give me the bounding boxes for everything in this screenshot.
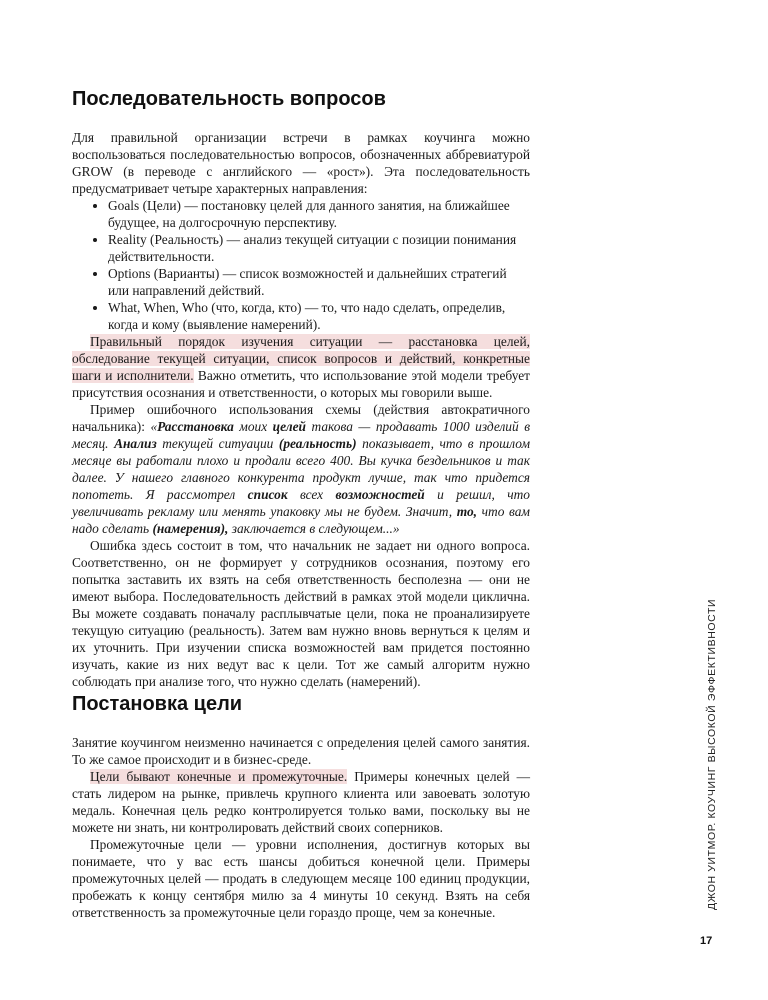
paragraph-text: Важно отметить, что использование этой модели требует присутствия осознания и ответственности, о которых мы говорили выше. bbox=[72, 368, 531, 400]
list-item: • Reality (Реальность) — анализ текущей ситуации с позиции понимания действительности. bbox=[108, 231, 530, 265]
paragraph: Ошибка здесь состоит в том, что начальник не задает ни одного вопроса. Соответственно, он не формирует у сотрудников осознания, поэтому его попытка заставить их взять на себя ответственность бесполезна — они не имеют выбора. Последовательность действий в рамках этой модели циклична. Вы можете создавать поначалу расплывчатые цели, пока не проанализируете текущую ситуацию (реальность). Затем вам нужно вновь вернуться к целям и их уточнить. При изучении списка возможностей вам придется постоянно изучать, какие из них ведут вас к цели. Тот же самый алгоритм нужно соблюдать при анализе того, что нужно сделать (намерений). bbox=[72, 538, 530, 689]
paragraph bbox=[72, 768, 530, 836]
list-item: • Options (Варианты) — список возможностей и дальнейших стратегий или направлений действий. bbox=[108, 265, 530, 299]
section-heading: Постановка цели bbox=[72, 693, 243, 715]
paragraph-text: Примеры конечных целей — стать лидером на рынке, привлечь крупного клиента или завоевать золотую медаль. Конечная цель редко контролируется только вами, поскольку вы не можете ни знать, ни контролировать действий своих соперников. bbox=[72, 769, 530, 835]
paragraph-example bbox=[72, 401, 530, 537]
section-body bbox=[72, 734, 530, 921]
bullet-list bbox=[72, 197, 530, 333]
list-item: • Goals (Цели) — постановку целей для данного занятия, на ближайшее будущее, на долгосрочную перспективу. bbox=[108, 197, 530, 231]
section-body bbox=[72, 129, 530, 690]
quote-text: «Расстановка моих целей такова — продавать 1000 изделий в месяц. Анализ текущей ситуации (реальность) показывает, что в прошлом месяце вы работали плохо и продали всего 400. Вы кучка бездельников и так далее. У нашего главного конкурента продукт лучше, так что придется попотеть. Я рассмотрел список всех возможностей и решил, что увеличивать рекламу или менять упаковку мы не будем. Значит, то, что вам надо сделать (намерения), заключается в следующем...» bbox=[72, 419, 531, 536]
running-header-vertical: ДЖОН УИТМОР. КОУЧИНГ ВЫСОКОЙ ЭФФЕКТИВНОСТИ bbox=[706, 598, 718, 910]
paragraph-text: Пример ошибочного использования схемы (действия автократичного начальника): bbox=[72, 402, 530, 434]
paragraph: Для правильной организации встречи в рамках коучинга можно воспользоваться последовательностью вопросов, обозначенных аббревиатурой GROW (в переводе с английского — «рост»). Эта последовательность предусматривает четыре характерных направления: bbox=[72, 130, 530, 196]
highlighted-text: Цели бывают конечные и промежуточные. bbox=[90, 769, 348, 784]
page-number: 17 bbox=[700, 935, 713, 947]
highlighted-text: Правильный порядок изучения ситуации — расстановка целей, обследование текущей ситуации, список вопросов и действий, конкретные шаги и исполнители. bbox=[72, 334, 530, 383]
list-item: • What, When, Who (что, когда, кто) — то, что надо сделать, определив, когда и кому (выявление намерений). bbox=[108, 299, 530, 333]
paragraph: Промежуточные цели — уровни исполнения, достигнув которых вы понимаете, что у вас есть шансы добиться конечной цели. Примеры промежуточных целей — продать в следующем месяце 100 единиц продукции, пробежать к концу сентября милю за 4 минуты 10 секунд. Взять на себя ответственность за промежуточные цели гораздо проще, чем за конечные. bbox=[72, 837, 530, 920]
paragraph bbox=[72, 333, 530, 401]
section-heading: Последовательность вопросов bbox=[72, 88, 386, 110]
paragraph: Занятие коучингом неизменно начинается с определения целей самого занятия. То же самое происходит и в бизнес-среде. bbox=[72, 735, 530, 767]
